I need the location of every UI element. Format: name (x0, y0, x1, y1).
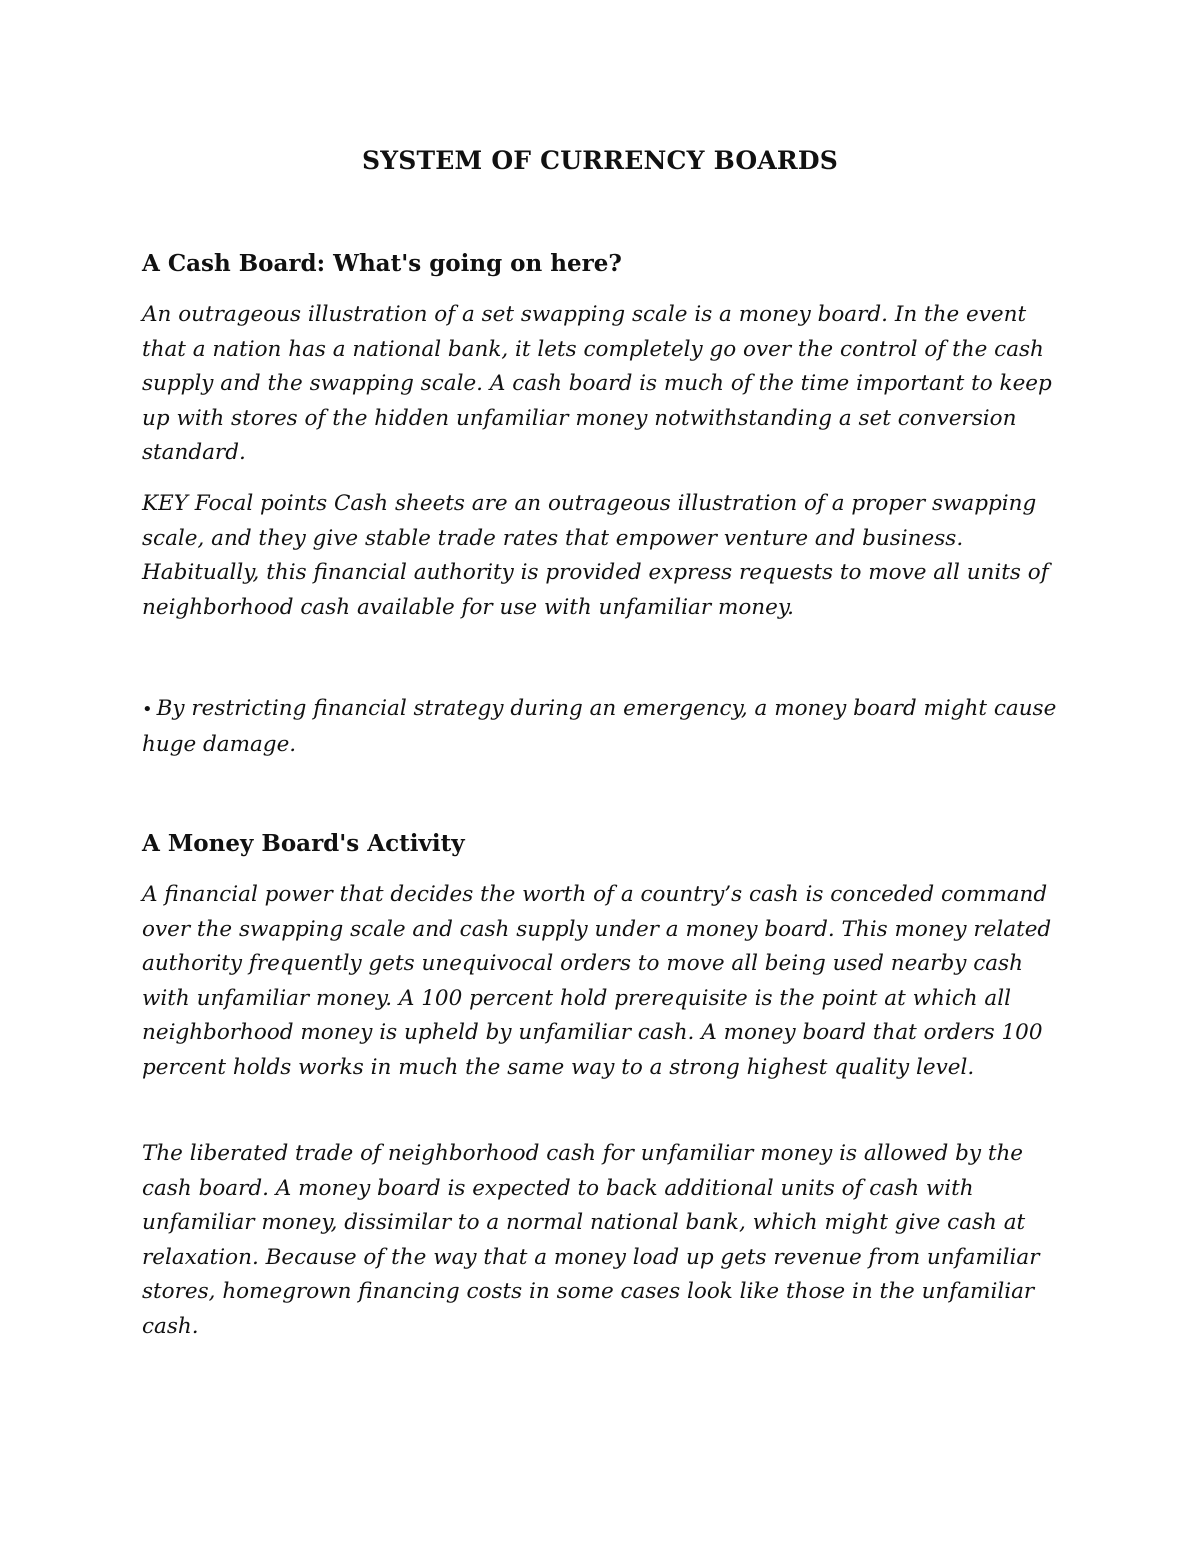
bullet-icon: • (142, 699, 153, 720)
document-title: SYSTEM OF CURRENCY BOARDS (361, 146, 839, 175)
bullet-list-item (142, 692, 1062, 762)
section-1-paragraph-1: An outrageous illustration of a set swapping scale is a money board. In the event that a nation has a national bank, it lets completely go over the control of the cash supply and the swapping scale. A cash board is much of the time important to keep up with stores of the hidden unfamiliar money notwithstanding a set conversion standard. (142, 302, 1052, 465)
section-1-paragraph-2: KEY Focal points Cash sheets are an outrageous illustration of a proper swapping scale, and they give stable trade rates that empower venture and business. Habitually, this financial authority is provided express requests to move all units of neighborhood cash available for use with unfamiliar money. (142, 491, 1049, 620)
section-heading-cash-board: A Cash Board: What's going on here? (142, 250, 622, 277)
section-heading-money-board-activity: A Money Board's Activity (142, 830, 465, 857)
section-2-paragraph-2: The liberated trade of neighborhood cash for unfamiliar money is allowed by the cash board. A money board is expected to back additional units of cash with unfamiliar money, dissimilar to a normal national bank, which might give cash at relaxation. Because of the way that a money load up gets revenue from unfamiliar stores, homegrown financing costs in some cases look like those in the unfamiliar cash. (142, 1141, 1040, 1339)
bullet-text: By restricting financial strategy during an emergency, a money board might cause huge damage. (142, 696, 1057, 757)
section-2-paragraph-1: A financial power that decides the worth of a country’s cash is conceded command over the swapping scale and cash supply under a money board. This money related authority frequently gets unequivocal orders to move all being used nearby cash with unfamiliar money. A 100 percent hold prerequisite is the point at which all neighborhood money is upheld by unfamiliar cash. A money board that orders 100 percent holds works in much the same way to a strong highest quality level. (142, 882, 1052, 1080)
